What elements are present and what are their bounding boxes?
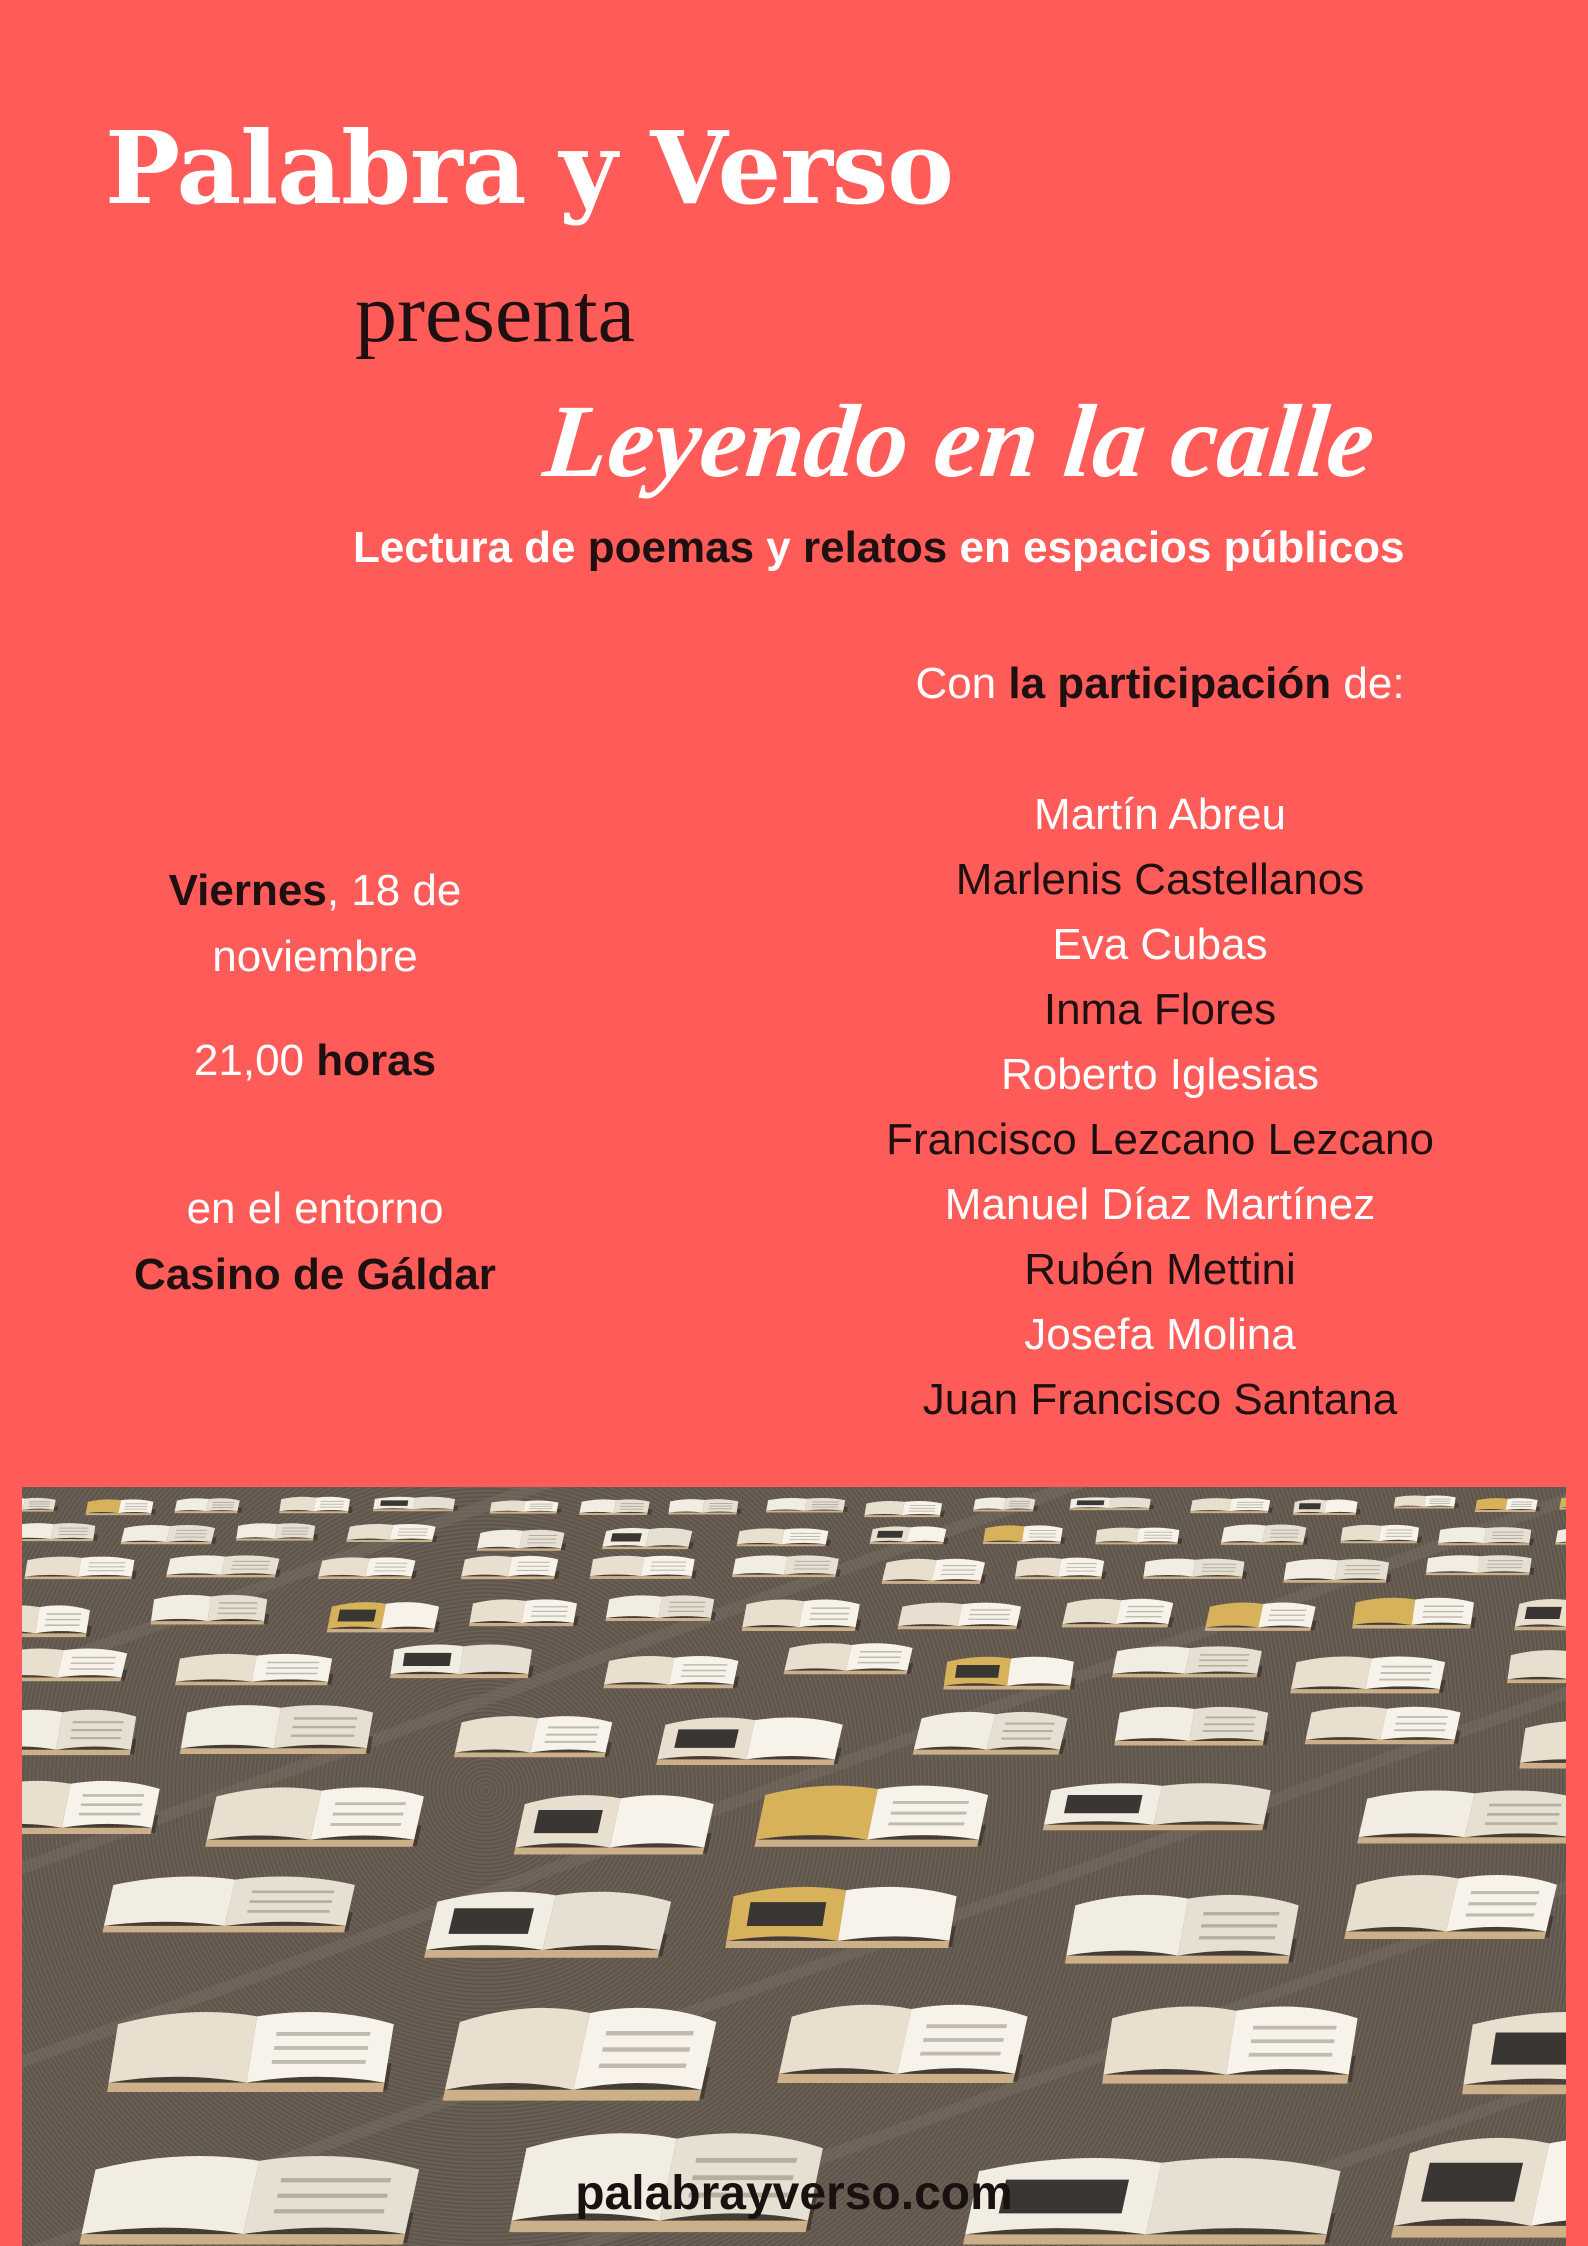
open-book	[1305, 1707, 1466, 1745]
open-book	[1290, 1656, 1450, 1693]
open-book	[1340, 1525, 1423, 1543]
open-book	[180, 1705, 378, 1754]
open-book	[346, 1524, 440, 1542]
subtitle-part-5: en espacios públicos	[947, 523, 1405, 572]
open-book	[327, 1602, 444, 1632]
open-book	[424, 1892, 677, 1958]
open-book	[1065, 1895, 1305, 1964]
open-book	[1015, 1558, 1109, 1580]
open-book	[579, 1499, 654, 1515]
open-book	[22, 1605, 95, 1637]
open-book	[603, 1656, 743, 1688]
date-line-2: noviembre	[212, 932, 418, 981]
open-book	[725, 1887, 962, 1948]
open-book	[107, 2012, 400, 2092]
open-book	[1221, 1525, 1312, 1545]
subtitle-part-1: Lectura de	[353, 523, 588, 572]
open-book	[737, 1528, 833, 1546]
open-book	[22, 1523, 100, 1541]
open-book	[913, 1712, 1073, 1755]
open-book	[1555, 1528, 1566, 1544]
open-book	[1507, 1650, 1566, 1683]
venue-name: Casino de Gáldar	[134, 1250, 496, 1299]
open-book	[864, 1501, 946, 1517]
participant-name: Manuel Díaz Martínez	[944, 1180, 1376, 1229]
subtitle-part-2: poemas	[587, 523, 755, 572]
open-book	[390, 1644, 537, 1678]
open-book	[443, 2008, 724, 2101]
open-book	[454, 1716, 618, 1757]
open-book	[174, 1498, 244, 1513]
open-book	[943, 1657, 1078, 1690]
open-book	[85, 1499, 157, 1515]
open-book	[1519, 1721, 1566, 1769]
date-line-1	[80, 858, 550, 924]
participant-name: Marlenis Castellanos	[955, 855, 1365, 904]
participant-name: Roberto Iglesias	[1001, 1050, 1319, 1099]
open-book	[590, 1556, 700, 1579]
open-book	[1043, 1783, 1276, 1830]
open-book	[121, 1525, 220, 1544]
open-book	[102, 1877, 360, 1933]
open-book	[1438, 1527, 1536, 1545]
subtitle-part-4: relatos	[802, 523, 948, 572]
participants-list	[820, 782, 1500, 1432]
open-book	[1283, 1559, 1393, 1583]
open-book	[881, 1559, 990, 1584]
event-date	[80, 858, 550, 990]
open-book	[279, 1497, 354, 1513]
open-book	[602, 1528, 697, 1549]
open-book	[236, 1523, 320, 1540]
open-book	[1462, 2012, 1566, 2094]
event-time	[80, 1028, 550, 1094]
open-book	[973, 1497, 1040, 1511]
time-unit: horas	[316, 1036, 437, 1085]
participation-heading	[820, 654, 1500, 714]
open-book	[1112, 1646, 1267, 1677]
participant-name: Eva Cubas	[1052, 920, 1268, 969]
open-book	[668, 1499, 742, 1514]
open-book	[766, 1498, 850, 1513]
open-book	[22, 1648, 132, 1681]
subtitle-part-3: y	[754, 523, 803, 572]
open-book	[22, 1498, 60, 1512]
open-book	[742, 1599, 865, 1630]
open-book	[1069, 1497, 1155, 1510]
open-book	[1114, 1707, 1273, 1746]
open-book	[732, 1555, 844, 1577]
open-book	[1190, 1498, 1275, 1513]
venue-line-1: en el entorno	[186, 1184, 444, 1233]
participant-name: Juan Francisco Santana	[922, 1375, 1398, 1424]
open-book	[166, 1555, 284, 1577]
open-book	[1143, 1559, 1249, 1579]
participant-name: Josefa Molina	[1024, 1310, 1296, 1359]
open-book	[897, 1603, 1026, 1630]
open-book	[1514, 1599, 1566, 1630]
open-book	[24, 1557, 139, 1580]
open-book	[1357, 1791, 1566, 1844]
open-book	[477, 1530, 569, 1551]
event-name: Leyendo en la calle	[539, 384, 1380, 499]
time-number: 21,00	[193, 1036, 317, 1085]
open-book	[22, 1781, 165, 1834]
participation-part-1: Con	[915, 659, 1009, 708]
open-book	[175, 1654, 337, 1685]
open-book	[777, 2005, 1034, 2083]
date-rest: , 18 de	[326, 866, 462, 915]
open-book	[461, 1556, 563, 1579]
event-venue	[80, 1176, 550, 1308]
open-book	[22, 1710, 141, 1755]
website-url: palabrayverso.com	[575, 2167, 1013, 2220]
event-subtitle	[353, 523, 1405, 572]
presenta-label: presenta	[355, 267, 635, 360]
open-book	[1205, 1602, 1321, 1630]
open-book	[1344, 1875, 1563, 1939]
open-book	[1062, 1599, 1179, 1628]
participant-name: Inma Flores	[1043, 985, 1277, 1034]
open-book	[1559, 1496, 1566, 1509]
open-book	[1102, 2007, 1363, 2084]
open-book	[1293, 1499, 1362, 1514]
open-book	[514, 1795, 720, 1854]
books-illustration	[22, 1487, 1566, 2246]
open-book	[490, 1501, 563, 1514]
open-book	[150, 1595, 271, 1625]
date-day: Viernes	[168, 866, 327, 915]
participant-name: Rubén Mettini	[1024, 1245, 1296, 1294]
poster-title: Palabra y Verso	[105, 109, 953, 227]
open-book	[205, 1787, 430, 1846]
open-book	[373, 1497, 459, 1511]
open-book	[656, 1718, 848, 1765]
open-book	[869, 1526, 950, 1544]
open-book	[754, 1786, 994, 1847]
open-book	[784, 1643, 918, 1674]
open-book	[1475, 1498, 1542, 1512]
open-book	[1095, 1528, 1184, 1545]
participant-name: Francisco Lezcano Lezcano	[886, 1115, 1434, 1164]
open-book	[318, 1557, 421, 1579]
open-book	[1352, 1598, 1479, 1629]
participation-part-2: la participación	[1008, 659, 1332, 708]
open-book	[1426, 1555, 1536, 1575]
participant-name: Martín Abreu	[1034, 790, 1286, 839]
open-book	[1394, 1495, 1460, 1508]
open-book	[983, 1525, 1067, 1544]
open-books-photo	[22, 1487, 1566, 2246]
participation-part-3: de:	[1331, 659, 1405, 708]
open-book	[469, 1599, 582, 1626]
open-book	[605, 1595, 719, 1621]
